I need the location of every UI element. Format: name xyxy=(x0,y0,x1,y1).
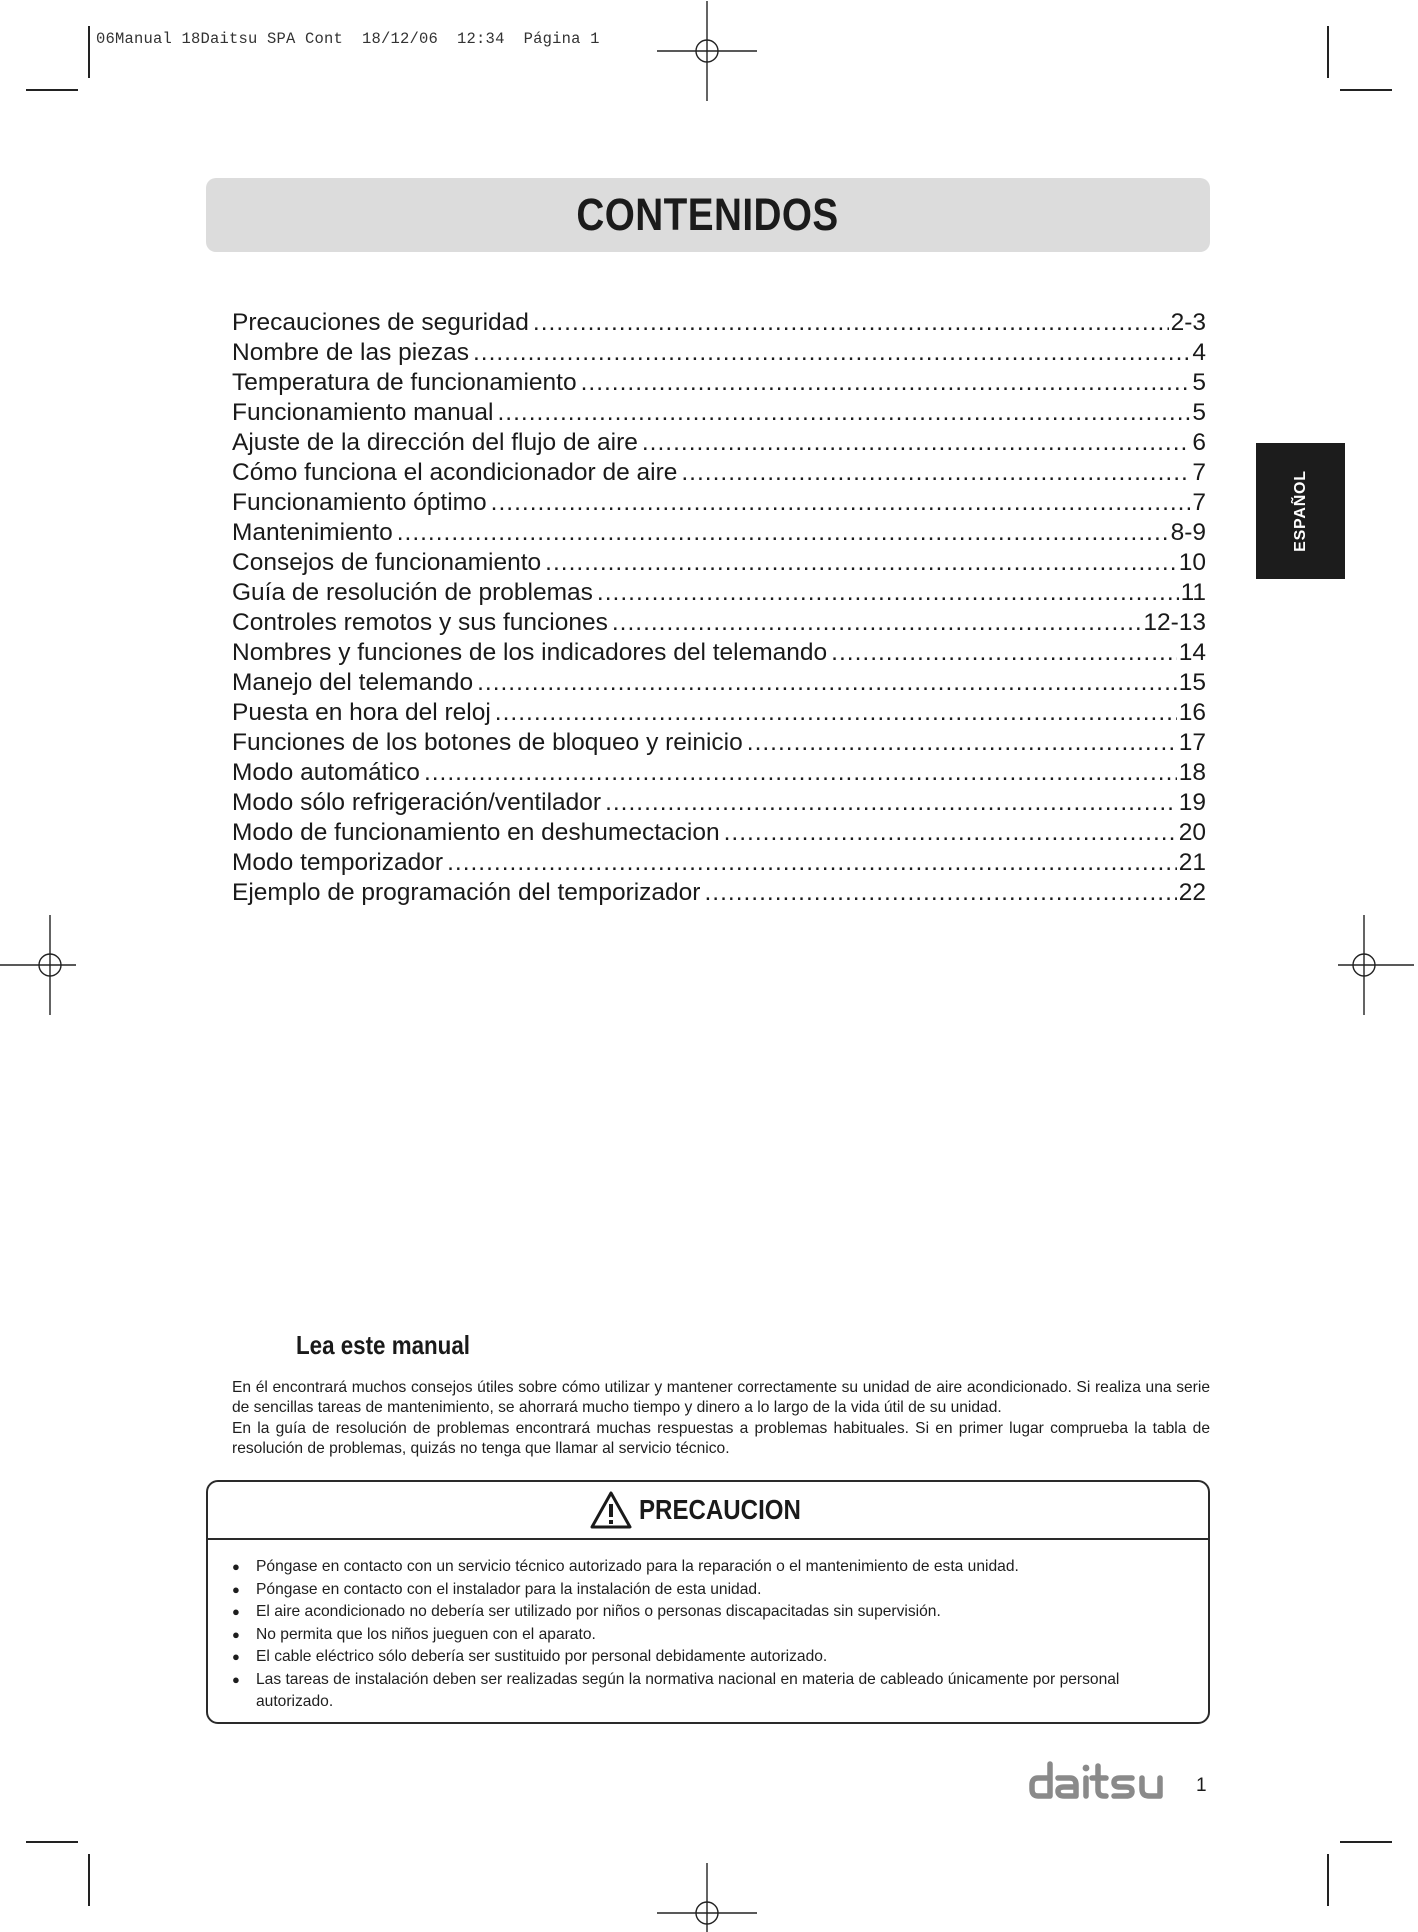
toc-entry-page: 16 xyxy=(1178,699,1206,726)
toc-entry-page: 17 xyxy=(1178,729,1206,756)
toc-entry-title: Modo temporizador xyxy=(232,849,444,876)
toc-leader-dots xyxy=(491,488,1191,518)
toc-entry-page: 22 xyxy=(1178,879,1206,906)
toc-entry-title: Consejos de funcionamiento xyxy=(232,549,542,576)
toc-entry-page: 21 xyxy=(1178,849,1206,876)
table-of-contents xyxy=(232,308,1206,908)
caution-header xyxy=(208,1482,1208,1540)
page-number: 1 xyxy=(1196,1775,1207,1796)
toc-entry[interactable] xyxy=(232,818,1206,848)
toc-entry-page: 18 xyxy=(1178,759,1206,786)
toc-entry-title: Funciones de los botones de bloqueo y reinicio xyxy=(232,729,743,756)
toc-leader-dots xyxy=(495,698,1177,728)
toc-entry[interactable] xyxy=(232,428,1206,458)
toc-leader-dots xyxy=(581,368,1191,398)
crop-mark xyxy=(88,1854,90,1906)
toc-entry-page: 7 xyxy=(1192,489,1206,516)
toc-entry-page: 4 xyxy=(1192,339,1206,366)
toc-leader-dots xyxy=(724,818,1177,848)
toc-entry-page: 8-9 xyxy=(1170,519,1206,546)
toc-leader-dots xyxy=(477,668,1177,698)
toc-entry-page: 5 xyxy=(1192,399,1206,426)
toc-entry[interactable] xyxy=(232,308,1206,338)
toc-entry-title: Ejemplo de programación del temporizador xyxy=(232,879,701,906)
print-slug: 06Manual 18Daitsu SPA Cont 18/12/06 12:34 Página 1 xyxy=(96,30,600,48)
registration-mark-icon xyxy=(0,915,100,1015)
registration-mark-icon xyxy=(1314,915,1414,1015)
daitsu-logo xyxy=(1028,1760,1168,1804)
toc-leader-dots xyxy=(747,728,1177,758)
bullet-icon: ● xyxy=(232,1581,240,1597)
toc-entry-page: 7 xyxy=(1192,459,1206,486)
bullet-icon: ● xyxy=(232,1604,240,1619)
toc-entry-page: 6 xyxy=(1192,429,1206,456)
crop-mark xyxy=(1340,1841,1392,1843)
language-tab-label: ESPAÑOL xyxy=(1291,470,1309,552)
crop-mark xyxy=(1327,1854,1329,1906)
toc-entry[interactable] xyxy=(232,668,1206,698)
toc-leader-dots xyxy=(473,338,1190,368)
toc-entry-page: 2-3 xyxy=(1170,309,1206,336)
toc-leader-dots xyxy=(597,578,1179,608)
toc-entry-title: Ajuste de la dirección del flujo de aire xyxy=(232,429,638,456)
toc-entry[interactable] xyxy=(232,548,1206,578)
bullet-icon: ● xyxy=(232,1626,240,1642)
toc-leader-dots xyxy=(424,758,1177,788)
caution-item: ● Póngase en contacto con el instalador para la instalación de esta unidad. xyxy=(232,1579,1184,1602)
toc-entry-title: Funcionamiento óptimo xyxy=(232,489,487,516)
toc-entry-title: Nombre de las piezas xyxy=(232,339,469,366)
language-tab xyxy=(1256,443,1345,579)
toc-entry-page: 15 xyxy=(1178,669,1206,696)
toc-leader-dots xyxy=(612,608,1141,638)
caution-item: ● Póngase en contacto con un servicio técnico autorizado para la reparación o el mantenimiento de esta unidad. xyxy=(232,1556,1184,1579)
registration-mark-icon xyxy=(657,1863,757,1932)
toc-entry[interactable] xyxy=(232,608,1206,638)
toc-entry[interactable] xyxy=(232,488,1206,518)
toc-entry-page: 20 xyxy=(1178,819,1206,846)
caution-item: ● El cable eléctrico sólo debería ser sustituido por personal debidamente autorizado. xyxy=(232,1646,1184,1669)
toc-entry-title: Cómo funciona el acondicionador de aire xyxy=(232,459,678,486)
toc-entry-title: Puesta en hora del reloj xyxy=(232,699,491,726)
toc-entry[interactable] xyxy=(232,368,1206,398)
registration-mark-icon xyxy=(657,1,757,101)
crop-mark xyxy=(88,26,90,78)
toc-entry[interactable] xyxy=(232,338,1206,368)
toc-leader-dots xyxy=(498,398,1191,428)
toc-leader-dots xyxy=(397,518,1169,548)
crop-mark xyxy=(26,89,78,91)
toc-entry-title: Mantenimiento xyxy=(232,519,393,546)
toc-entry[interactable] xyxy=(232,848,1206,878)
caution-list xyxy=(208,1540,1208,1714)
toc-entry-title: Temperatura de funcionamiento xyxy=(232,369,577,396)
toc-entry-title: Controles remotos y sus funciones xyxy=(232,609,608,636)
warning-triangle-icon xyxy=(589,1490,633,1530)
read-manual-heading: Lea este manual xyxy=(296,1330,470,1360)
toc-entry[interactable] xyxy=(232,878,1206,908)
toc-entry-page: 5 xyxy=(1192,369,1206,396)
toc-entry-page: 12-13 xyxy=(1143,609,1206,636)
toc-leader-dots xyxy=(681,458,1190,488)
caution-title: PRECAUCION xyxy=(638,1494,801,1525)
crop-mark xyxy=(26,1841,78,1843)
toc-entry-page: 14 xyxy=(1178,639,1206,666)
toc-entry-title: Manejo del telemando xyxy=(232,669,474,696)
read-manual-paragraph: En la guía de resolución de problemas encontrará muchas respuestas a problemas habituales. Si en primer lugar comprueba la tabla de resolución de problemas, quizás no tenga que llamar al servicio técnico. xyxy=(232,1419,1210,1458)
read-manual-body xyxy=(232,1378,1210,1460)
bullet-icon: ● xyxy=(232,1649,240,1664)
bullet-icon: ● xyxy=(232,1671,240,1687)
toc-entry-page: 10 xyxy=(1178,549,1206,576)
toc-entry[interactable] xyxy=(232,698,1206,728)
toc-entry[interactable] xyxy=(232,578,1206,608)
caution-item: ● No permita que los niños jueguen con el aparato. xyxy=(232,1624,1184,1647)
caution-box xyxy=(206,1480,1210,1724)
caution-item: ● Las tareas de instalación deben ser realizadas según la normativa nacional en materia de cableado únicamente por personal autorizado. xyxy=(232,1669,1184,1714)
toc-entry-title: Funcionamiento manual xyxy=(232,399,494,426)
title-banner xyxy=(206,178,1210,252)
bullet-icon: ● xyxy=(232,1559,240,1574)
toc-entry[interactable] xyxy=(232,398,1206,428)
toc-entry-title: Modo sólo refrigeración/ventilador xyxy=(232,789,602,816)
toc-entry[interactable] xyxy=(232,638,1206,668)
toc-entry[interactable] xyxy=(232,728,1206,758)
crop-mark xyxy=(1340,89,1392,91)
toc-entry-title: Guía de resolución de problemas xyxy=(232,579,593,606)
read-manual-paragraph: En él encontrará muchos consejos útiles sobre cómo utilizar y mantener correctamente su unidad de aire acondicionado. Si realiza una serie de sencillas tareas de mantenimiento, se ahorrará mucho tiempo y dinero a lo largo de la vida útil de su unidad. xyxy=(232,1379,1210,1417)
brand-name: daitsu xyxy=(1028,1760,1031,1761)
toc-leader-dots xyxy=(704,878,1176,908)
toc-entry-title: Nombres y funciones de los indicadores del telemando xyxy=(232,639,828,666)
toc-leader-dots xyxy=(605,788,1177,818)
toc-leader-dots xyxy=(533,308,1169,338)
toc-entry-title: Modo automático xyxy=(232,759,420,786)
toc-entry-page: 19 xyxy=(1178,789,1206,816)
toc-entry[interactable] xyxy=(232,518,1206,548)
crop-mark xyxy=(1327,26,1329,78)
toc-leader-dots xyxy=(831,638,1177,668)
toc-entry[interactable] xyxy=(232,458,1206,488)
toc-leader-dots xyxy=(642,428,1191,458)
toc-leader-dots xyxy=(447,848,1177,878)
toc-entry[interactable] xyxy=(232,758,1206,788)
toc-entry-title: Modo de funcionamiento en deshumectacion xyxy=(232,819,720,846)
toc-leader-dots xyxy=(545,548,1177,578)
page-title: CONTENIDOS xyxy=(576,189,840,240)
toc-entry-title: Precauciones de seguridad xyxy=(232,309,529,336)
toc-entry-page: 11 xyxy=(1180,579,1206,606)
caution-item: ● El aire acondicionado no debería ser utilizado por niños o personas discapacitadas sin supervisión. xyxy=(232,1601,1184,1624)
toc-entry[interactable] xyxy=(232,788,1206,818)
